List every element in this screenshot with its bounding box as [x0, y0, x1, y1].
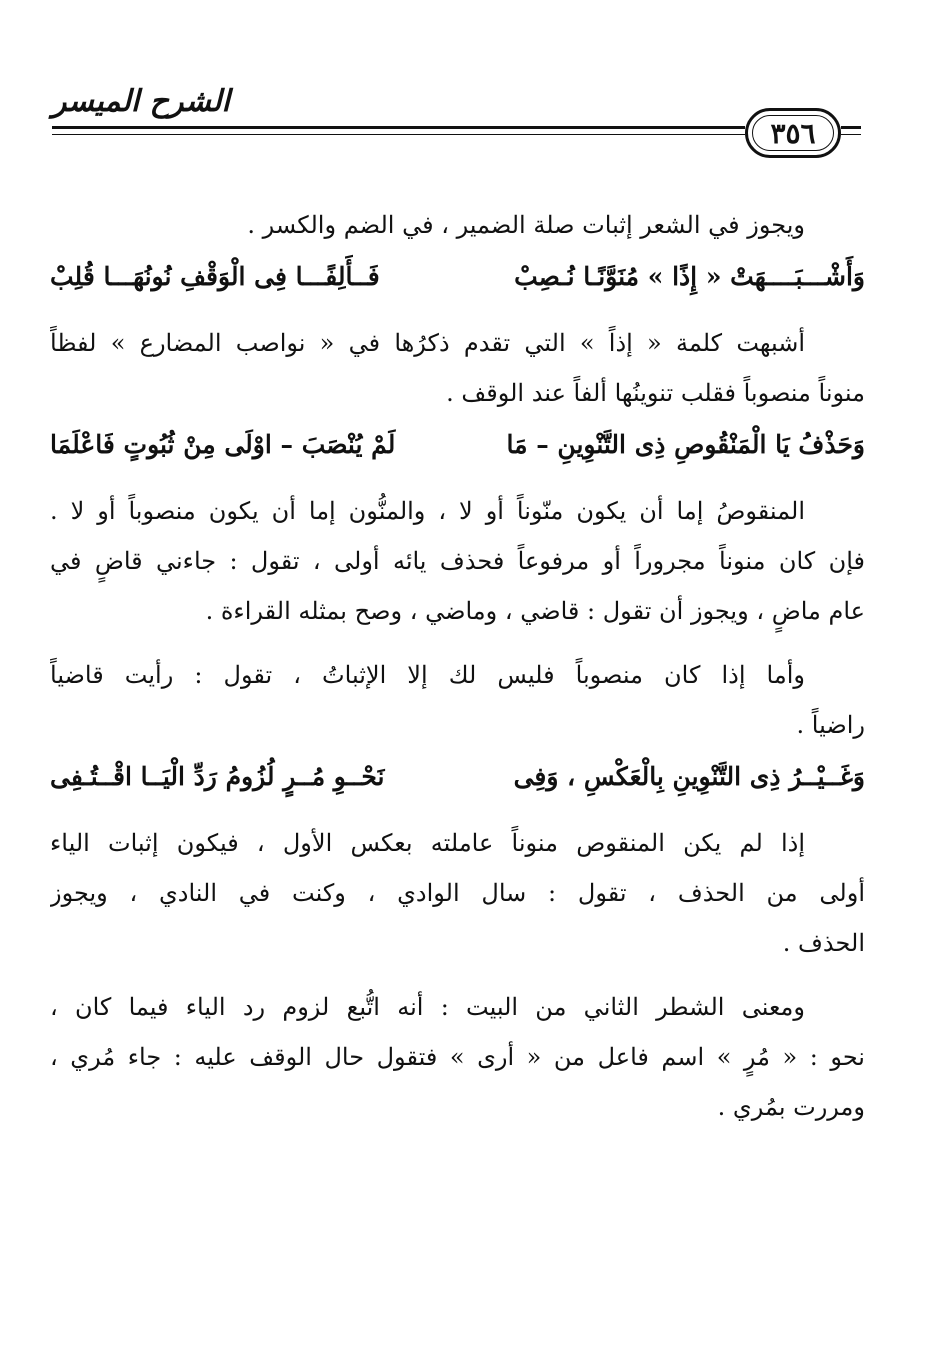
header-rule-right	[841, 126, 861, 129]
paragraph-line: ومررت بمُري .	[717, 1093, 865, 1121]
paragraph-line: المنقوصُ إما أن يكون منّوناً أو لا ، والمنُّون إما أن يكون منصوباً أو لا .	[50, 497, 805, 525]
verse-3	[50, 750, 865, 804]
paragraph-line: وأما إذا كان منصوباً فليس لك إلا الإثباتُ ، تقول : رأيت قاضياً	[50, 661, 805, 689]
header-rule	[52, 126, 745, 129]
page-number: ٣٥٦	[770, 116, 816, 150]
paragraph-line: أشبهت كلمة « إذاً » التي تقدم ذكرُها في « نواصب المضارع » لفظاً	[50, 329, 805, 357]
paragraph-line: ويجوز في الشعر إثبات صلة الضمير ، في الضم والكسر .	[247, 211, 805, 239]
paragraph-line: منوناً منصوباً فقلب تنوينُها ألفاً عند الوقف .	[446, 379, 865, 407]
verse-first-hemistich: وَحَذْفُ يَا الْمَنْقُوصِ ذِى التَّنْوِينِ – مَا	[506, 430, 865, 459]
header-rule-thin	[52, 134, 745, 135]
verse-first-hemistich: وَأَشْـــبَــــهَتْ « إِذًا » مُنَوَّنًـا نُـصِبْ	[514, 262, 865, 291]
header-rule-right-thin	[841, 134, 861, 135]
paragraph-line: إذا لم يكن المنقوص منوناً عاملته بعكس الأول ، فيكون إثبات الياء	[50, 829, 805, 857]
paragraph-line: ومعنى الشطر الثاني من البيت : أنه اتُّبع لزوم رد الياء فيما كان ،	[50, 993, 805, 1021]
paragraph-line: نحو : « مُرٍ » اسم فاعل من « أرى » فتقول حال الوقف عليه : جاء مُري ،	[50, 1043, 865, 1071]
paragraph-line: راضياً .	[796, 711, 865, 739]
paragraph-line: الحذف .	[782, 929, 865, 957]
header-title: الشرح الميسر	[52, 84, 230, 119]
verse-first-hemistich: وَغَــيْــرُ ذِى التَّنْوِينِ بِالْعَكْسِ ، وَفِى	[513, 762, 865, 791]
verse-1	[50, 250, 865, 304]
page-body	[50, 200, 865, 1132]
paragraph-line: عام ماضٍ ، ويجوز أن تقول : قاضي ، وماضي ، وصح بمثله القراءة .	[205, 597, 865, 625]
verse-2	[50, 418, 865, 472]
verse-second-hemistich: لَمْ يُنْصَبَ – اوْلَى مِنْ ثُبُوتٍ فَاعْلَمَا	[50, 430, 396, 459]
verse-second-hemistich: فَــأَلِفًـــا فِى الْوَقْفِ نُونُهَـــا قُلِبْ	[50, 262, 380, 291]
paragraph-line: أولى من الحذف ، تقول : سال الوادي ، وكنت في النادي ، ويجوز	[50, 879, 865, 907]
page-number-badge	[745, 108, 841, 158]
verse-second-hemistich: نَحْــوِ مُــرٍ لُزُومُ رَدِّ الْيَــا اقْــتُـفِى	[50, 762, 385, 791]
paragraph-line: فإن كان منوناً مجروراً أو مرفوعاً فحذف يائه أولى ، تقول : جاءني قاضٍ في	[50, 547, 865, 575]
